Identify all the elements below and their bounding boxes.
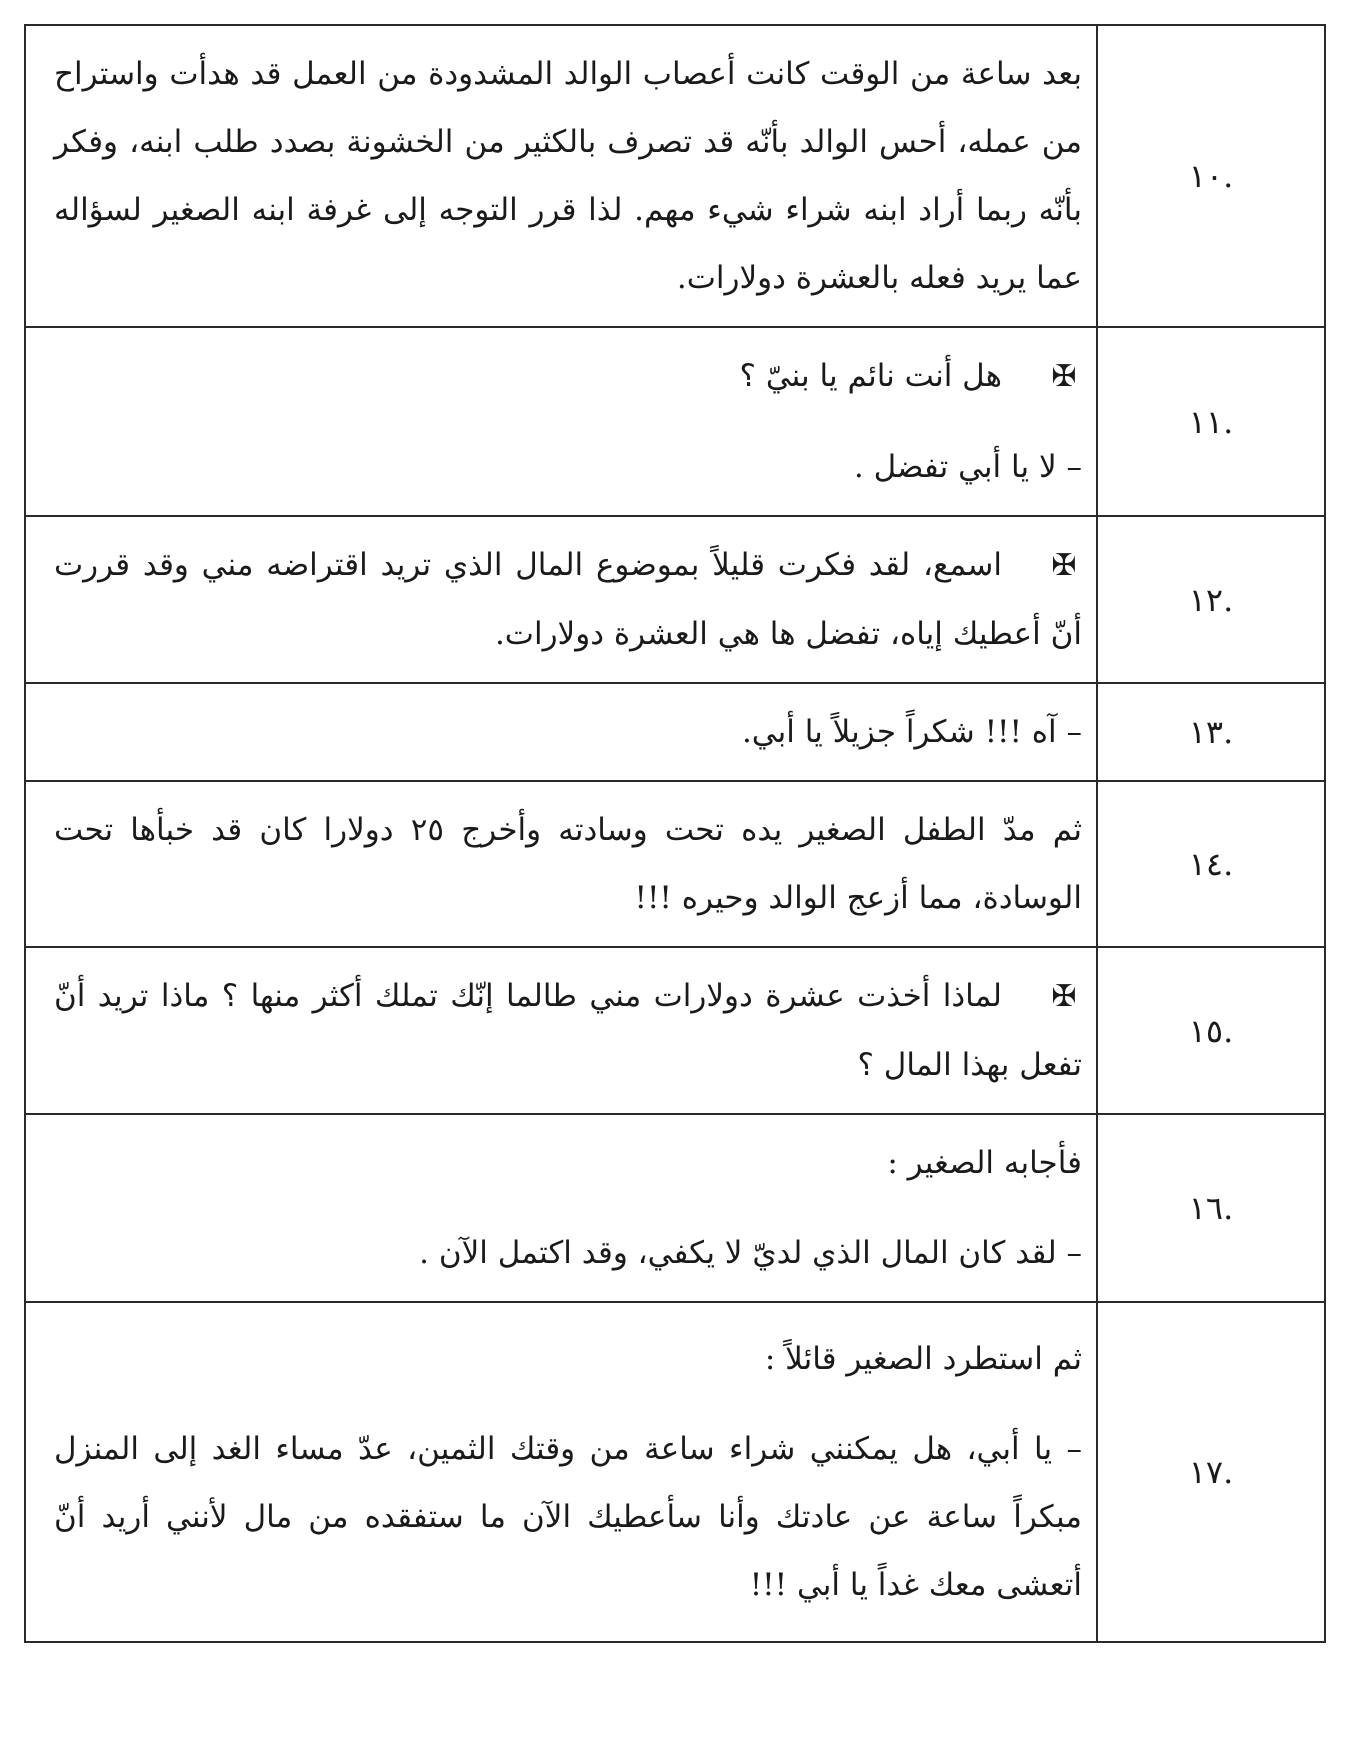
son-reply: – لقد كان المال الذي لديّ لا يكفي، وقد اكتمل الآن . bbox=[419, 1235, 1082, 1271]
row-number: .١١ bbox=[1097, 327, 1325, 516]
intro-text: ثم استطرد الصغير قائلاً : bbox=[764, 1341, 1082, 1377]
cross-bullet-icon: ✠ bbox=[1051, 359, 1077, 394]
table-row bbox=[25, 327, 1325, 516]
row-content bbox=[25, 1114, 1097, 1302]
row-number: .١٧ bbox=[1097, 1302, 1325, 1642]
intro-text: فأجابه الصغير : bbox=[887, 1145, 1082, 1181]
row-content bbox=[25, 781, 1097, 947]
narration-text: بعد ساعة من الوقت كانت أعصاب الوالد المشدودة من العمل قد هدأت واستراح من عمله، أحس الوالد بأنّه قد تصرف بالكثير من الخشونة بصدد طلب ابنه، وفكر بأنّه ربما أراد ابنه شراء شيء مهم. لذا قرر التوجه إلى غرفة ابنه الصغير لسؤاله عما يريد فعله بالعشرة دولارات. bbox=[54, 56, 1082, 296]
father-speech: لماذا أخذت عشرة دولارات مني طالما إنّك تملك أكثر منها ؟ ماذا تريد أنّ تفعل بهذا المال ؟ bbox=[54, 978, 1082, 1083]
row-number: .١٣ bbox=[1097, 683, 1325, 781]
father-line bbox=[54, 962, 1082, 1099]
narration-text: ثم مدّ الطفل الصغير يده تحت وسادته وأخرج ٢٥ دولارا كان قد خبأها تحت الوسادة، مما أزعج الوالد وحيره !!! bbox=[54, 812, 1083, 916]
father-speech: هل أنت نائم يا بنيّ ؟ bbox=[739, 358, 1002, 394]
table-row bbox=[25, 947, 1325, 1114]
son-reply: – آه !!! شكراً جزيلاً يا أبي. bbox=[741, 714, 1082, 750]
row-number: .١٢ bbox=[1097, 516, 1325, 683]
table-row bbox=[25, 781, 1325, 947]
row-content bbox=[25, 1302, 1097, 1642]
row-content bbox=[25, 683, 1097, 781]
dialogue-table bbox=[24, 24, 1326, 1643]
table-row bbox=[25, 516, 1325, 683]
row-content bbox=[25, 25, 1097, 327]
row-number: .١٤ bbox=[1097, 781, 1325, 947]
table-row bbox=[25, 683, 1325, 781]
father-speech: اسمع، لقد فكرت قليلاً بموضوع المال الذي تريد اقتراضه مني وقد قررت أنّ أعطيك إياه، تفضل ها هي العشرة دولارات. bbox=[54, 547, 1082, 652]
cross-bullet-icon: ✠ bbox=[1051, 548, 1077, 583]
table-row bbox=[25, 1302, 1325, 1642]
son-reply: – لا يا أبي تفضل . bbox=[853, 449, 1082, 485]
row-number: .١٦ bbox=[1097, 1114, 1325, 1302]
row-content bbox=[25, 327, 1097, 516]
cross-bullet-icon: ✠ bbox=[1051, 979, 1077, 1014]
table-row bbox=[25, 1114, 1325, 1302]
father-line bbox=[54, 342, 1082, 411]
son-reply: – يا أبي، هل يمكنني شراء ساعة من وقتك الثمين، عدّ مساء الغد إلى المنزل مبكراً ساعة عن عادتك وأنا سأعطيك الآن ما ستفقده من مال لأنني أريد أنّ أتعشى معك غداً يا أبي !!! bbox=[54, 1431, 1082, 1603]
father-line bbox=[54, 531, 1082, 668]
row-content bbox=[25, 947, 1097, 1114]
table-row bbox=[25, 25, 1325, 327]
row-content bbox=[25, 516, 1097, 683]
row-number: .١٠ bbox=[1097, 25, 1325, 327]
row-number: .١٥ bbox=[1097, 947, 1325, 1114]
